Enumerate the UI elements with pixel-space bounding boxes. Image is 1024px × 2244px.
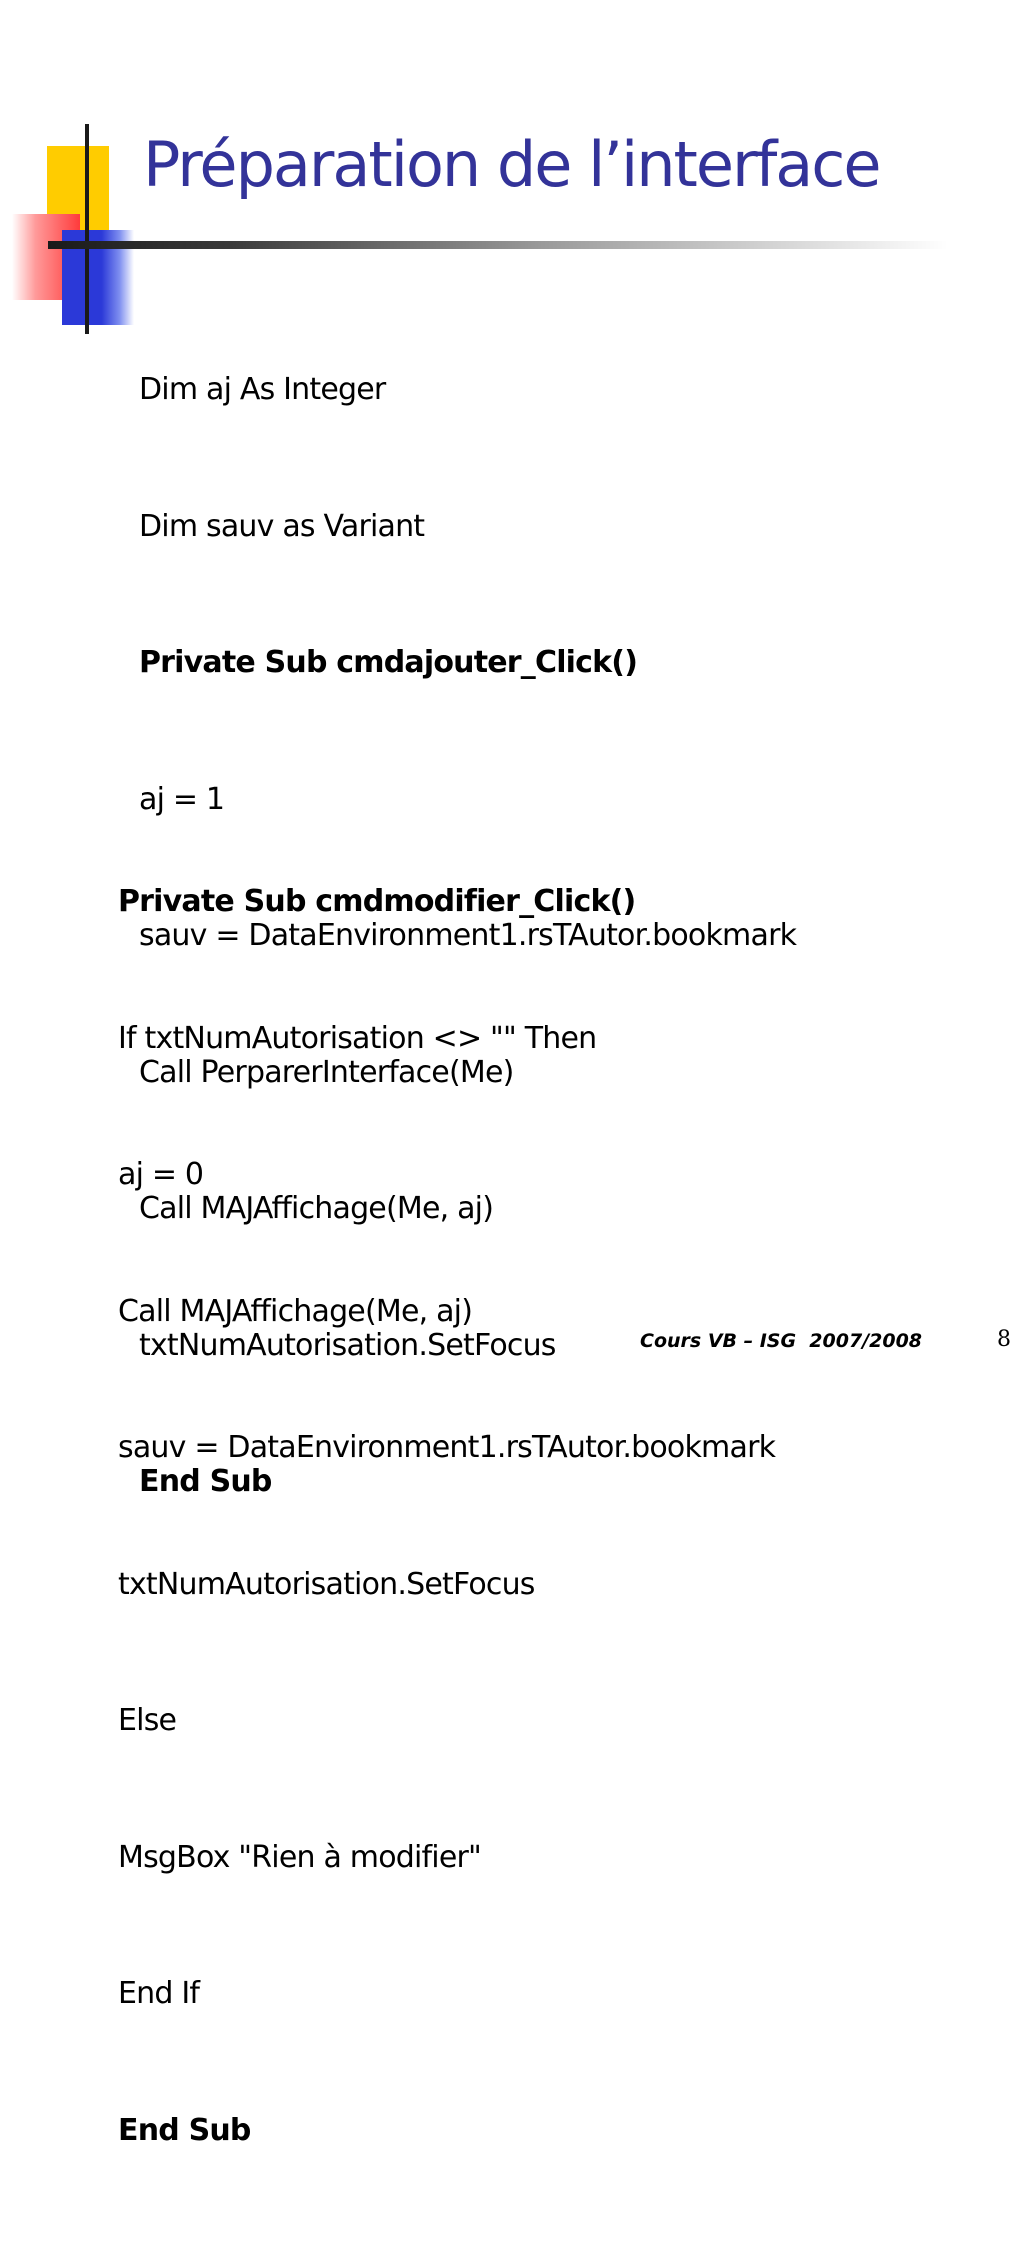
code-line: End Sub xyxy=(118,2112,251,2148)
code-line: sauv = DataEnvironment1.rsTAutor.bookmark xyxy=(139,918,797,953)
code-line: MsgBox "Rien à modifier" xyxy=(118,1839,482,1875)
code-line: Call MAJAffichage(Me, aj) xyxy=(139,1191,494,1226)
page-number: 8 xyxy=(997,1327,1011,1352)
code-line: Call PerparerInterface(Me) xyxy=(139,1054,514,1090)
footer-text: Cours VB – ISG 2007/2008 xyxy=(640,1330,923,1352)
logo-vertical-line xyxy=(85,124,89,334)
code-line: Private Sub cmdmodifier_Click() xyxy=(118,884,636,919)
code-line: Call MAJAffichage(Me, aj) xyxy=(118,1293,473,1329)
slide-title: Préparation de l’interface xyxy=(143,128,880,201)
code-line: Dim aj As Integer xyxy=(139,372,386,407)
code-line: aj = 0 xyxy=(118,1157,204,1192)
code-line: txtNumAutorisation.SetFocus xyxy=(118,1566,535,1602)
code-line: Private Sub cmdajouter_Click() xyxy=(139,645,638,680)
code-block-modifier xyxy=(118,788,775,2244)
code-line: Else xyxy=(118,1703,177,1738)
code-line: Dim sauv as Variant xyxy=(139,508,425,544)
code-line: End Sub xyxy=(139,1464,272,1499)
code-line: sauv = DataEnvironment1.rsTAutor.bookmark xyxy=(118,1430,776,1465)
code-line: txtNumAutorisation.SetFocus xyxy=(139,1327,556,1363)
title-underline xyxy=(48,241,948,249)
code-line: If txtNumAutorisation <> "" Then xyxy=(118,1020,597,1056)
code-line: aj = 1 xyxy=(139,781,225,817)
code-line: End If xyxy=(118,1976,200,2011)
